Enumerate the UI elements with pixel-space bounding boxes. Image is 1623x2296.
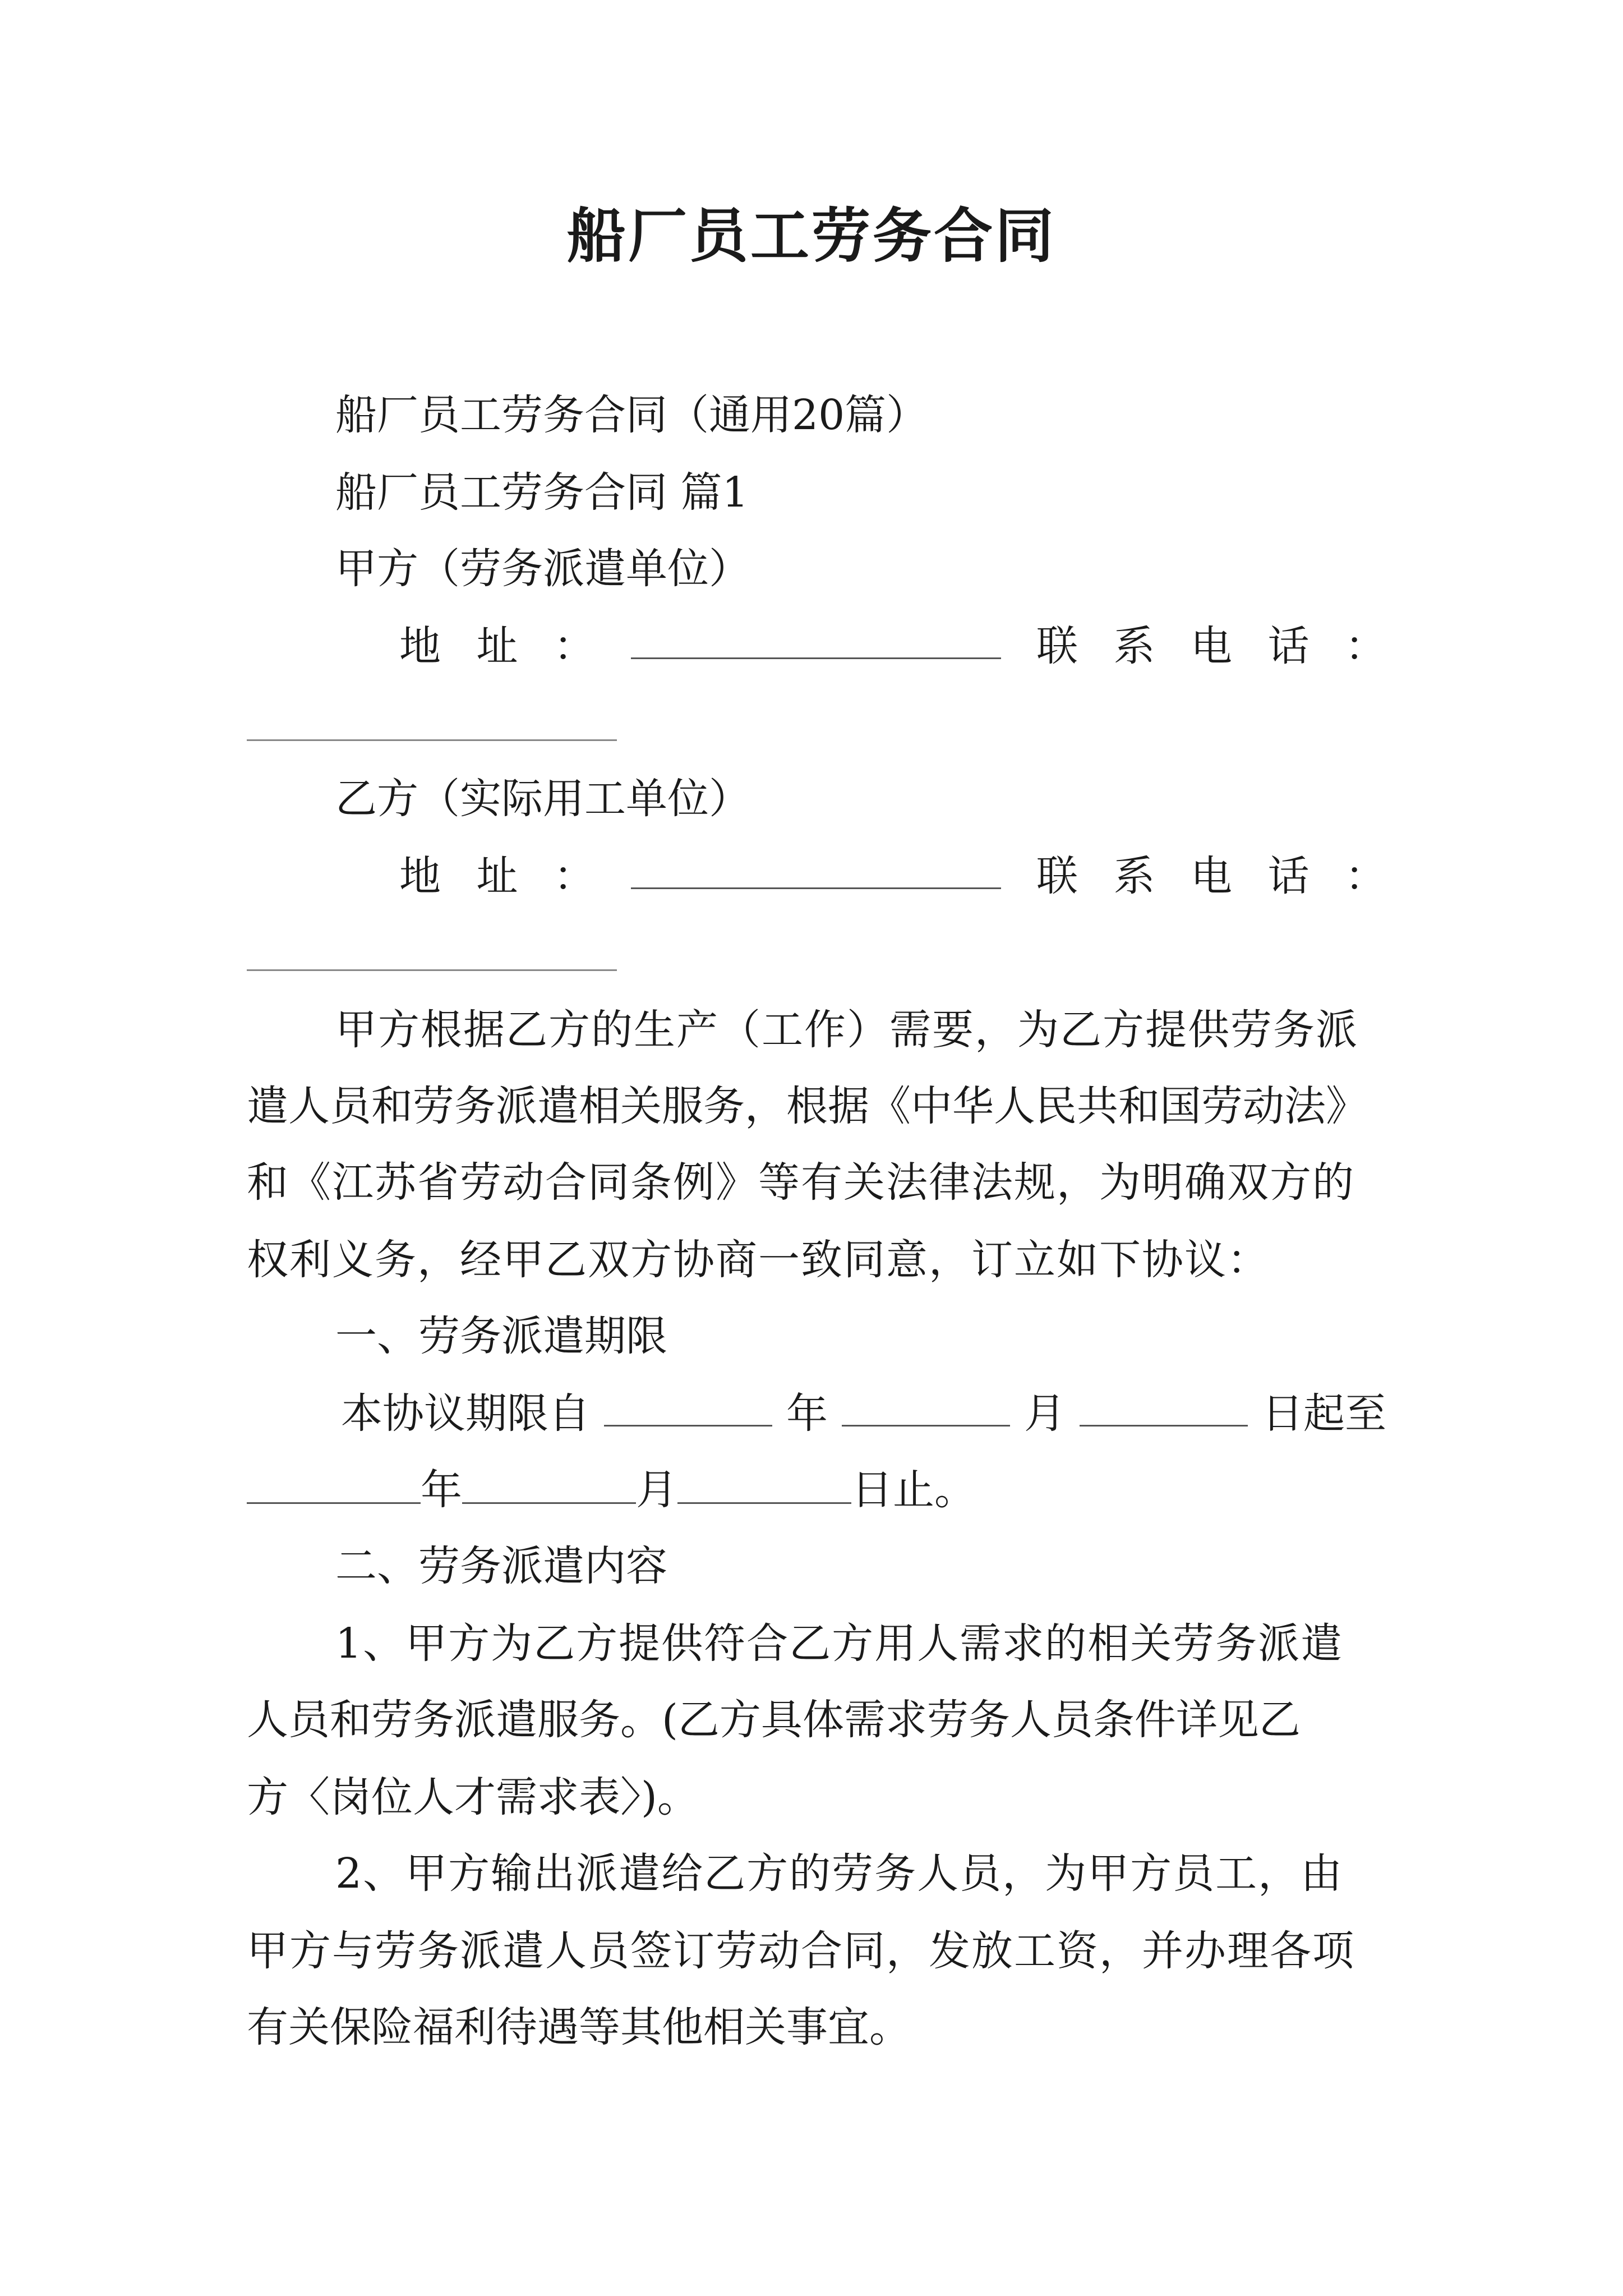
intro-line: 遣人员和劳务派遣相关服务，根据《中华人民共和国劳动法》 xyxy=(247,1082,1367,1130)
intro-line: 和《江苏省劳动合同条例》等有关法律法规，为明确双方的 xyxy=(247,1158,1355,1207)
document-title: 船厂员工劳务合同 xyxy=(566,201,1056,270)
phone-char: ： xyxy=(1345,852,1386,900)
section-heading: 船厂员工劳务合同 篇1 xyxy=(335,468,749,517)
term-end-year-blank[interactable] xyxy=(247,1463,421,1504)
term-day-start-label: 日起至 xyxy=(1262,1389,1386,1438)
section-one-heading: 一、劳务派遣期限 xyxy=(335,1312,667,1360)
term-row xyxy=(247,1386,1386,1442)
party-b-contact-row xyxy=(247,848,1386,904)
party-b-phone-blank[interactable] xyxy=(247,969,617,971)
term-year-label: 年 xyxy=(421,1466,462,1514)
party-a-label: 甲方（劳务派遣单位） xyxy=(335,545,750,593)
phone-char: 联 xyxy=(1036,622,1078,670)
party-b-address-blank[interactable] xyxy=(631,848,1001,889)
term-month-label: 月 xyxy=(1024,1389,1066,1438)
address-char: 址 xyxy=(476,622,518,670)
phone-char: 话 xyxy=(1267,622,1310,670)
party-a-contact-row xyxy=(247,618,1386,674)
phone-char: 系 xyxy=(1113,622,1155,670)
phone-char: ： xyxy=(1345,622,1386,670)
clause-line: 2、甲方输出派遣给乙方的劳务人员，为甲方员工，由 xyxy=(335,1849,1344,1898)
clause-line: 甲方与劳务派遣人员签订劳动合同，发放工资，并办理各项 xyxy=(247,1927,1355,1975)
address-char: 地 xyxy=(399,852,441,900)
term-end-day-blank[interactable] xyxy=(677,1463,851,1504)
intro-line: 甲方根据乙方的生产（工作）需要，为乙方提供劳务派 xyxy=(335,1006,1358,1054)
term-month-label: 月 xyxy=(636,1466,677,1514)
clause-line: 方〈岗位人才需求表〉)。 xyxy=(247,1773,699,1821)
clause-line: 有关保险福利待遇等其他相关事宜。 xyxy=(247,2003,911,2051)
intro-line: 权利义务，经甲乙双方协商一致同意，订立如下协议： xyxy=(247,1236,1270,1284)
term-end-row xyxy=(247,1462,976,1518)
address-char: ： xyxy=(554,622,595,670)
phone-char: 电 xyxy=(1191,622,1232,670)
document-subtitle: 船厂员工劳务合同（通用20篇） xyxy=(335,391,928,439)
phone-char: 话 xyxy=(1267,852,1310,900)
address-char: ： xyxy=(554,852,595,900)
phone-char: 电 xyxy=(1191,852,1232,900)
term-day-end-label: 日止。 xyxy=(851,1466,976,1514)
party-a-phone-blank[interactable] xyxy=(247,739,617,741)
address-char: 地 xyxy=(399,622,441,670)
term-end-month-blank[interactable] xyxy=(462,1463,636,1504)
party-b-label: 乙方（实际用工单位） xyxy=(335,775,750,823)
clause-line: 人员和劳务派遣服务。(乙方具体需求劳务人员条件详见乙 xyxy=(247,1696,1301,1744)
term-year-label: 年 xyxy=(786,1389,828,1438)
term-start-year-blank[interactable] xyxy=(604,1386,772,1427)
term-start-day-blank[interactable] xyxy=(1080,1386,1248,1427)
section-two-heading: 二、劳务派遣内容 xyxy=(335,1542,667,1590)
clause-line: 1、甲方为乙方提供符合乙方用人需求的相关劳务派遣 xyxy=(335,1619,1344,1668)
phone-char: 联 xyxy=(1036,852,1078,900)
phone-char: 系 xyxy=(1113,852,1155,900)
address-char: 址 xyxy=(476,852,518,900)
term-prefix: 本协议期限自 xyxy=(341,1389,590,1438)
term-start-month-blank[interactable] xyxy=(842,1386,1010,1427)
party-a-address-blank[interactable] xyxy=(631,618,1001,659)
